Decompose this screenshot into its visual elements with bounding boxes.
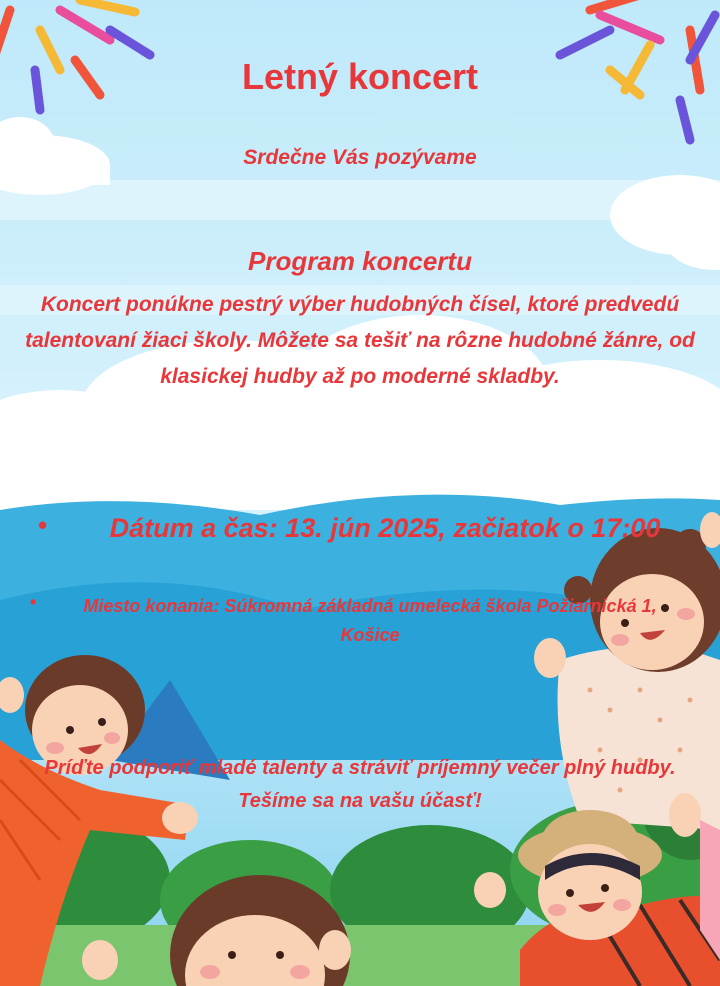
poster-title: Letný koncert [241,56,479,97]
closing-line: Tešíme sa na vašu účasť! [238,790,482,812]
invitation-line: Príďte podporiť mladé talenty a stráviť príjemný večer plný hudby. [44,757,676,779]
invitation-text [20,752,700,818]
poster-subtitle: Srdečne Vás pozývame [243,146,477,169]
program-heading: Program koncertu [248,246,472,276]
event-location: Miesto konania: Súkromná základná umelecká škola Požiarnická 1, Košice [83,596,657,645]
bullet-icon: • [30,592,37,612]
event-date-time: Dátum a čas: 13. jún 2025, začiatok o 17:00 [109,513,661,543]
bullet-icon: • [38,510,48,540]
program-description: Koncert ponúkne pestrý výber hudobných čísel, ktoré predvedú talentovaní žiaci školy. Môžete sa tešiť na rôzne hudobné žánre, od klasickej hudby až po moderné skladby. [25,293,695,388]
